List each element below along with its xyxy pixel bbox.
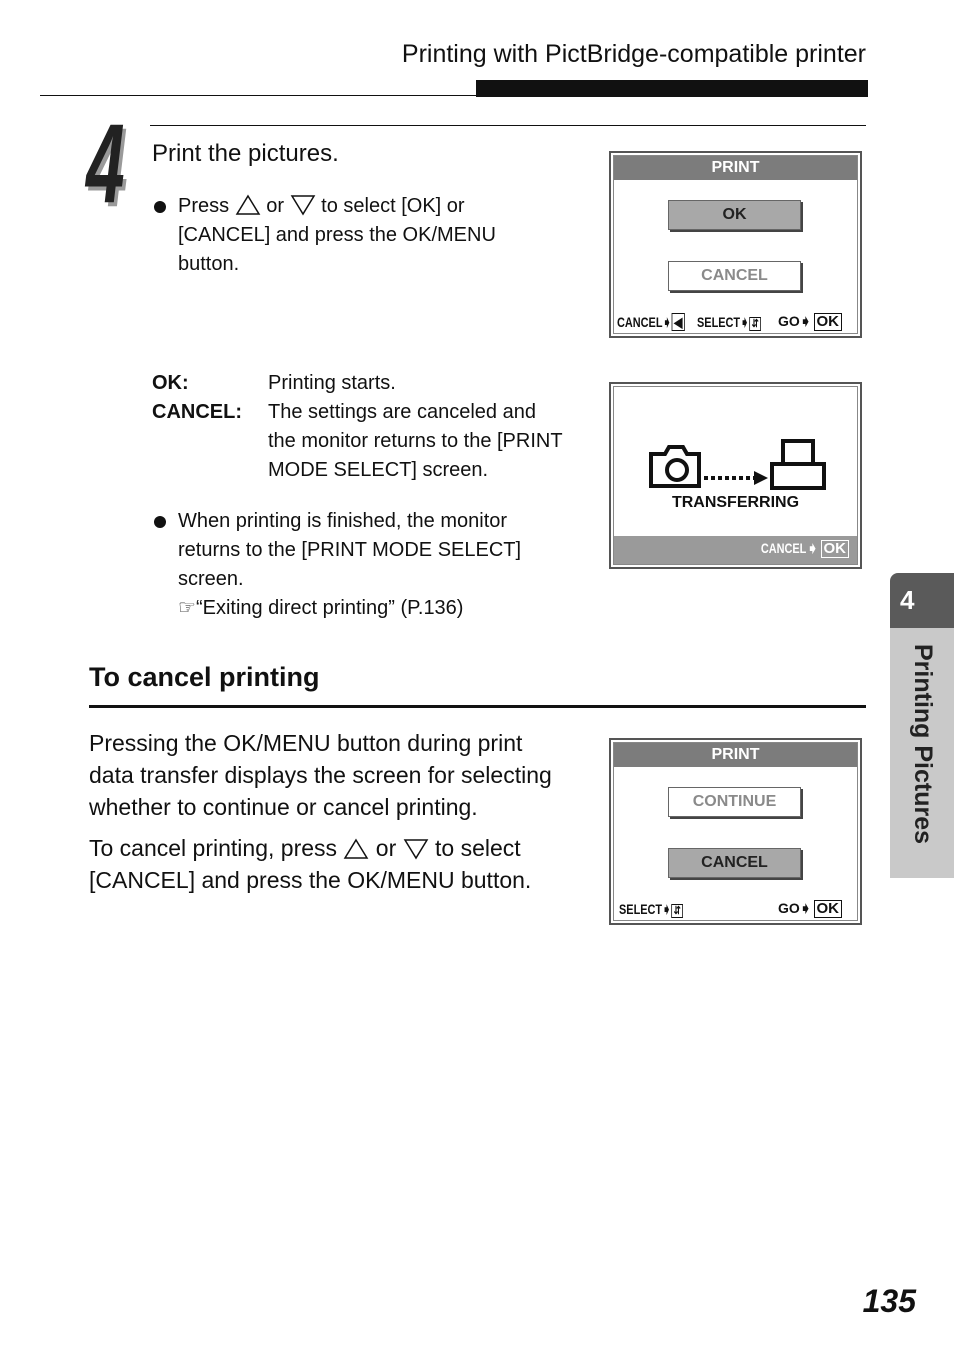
step-title: Print the pictures.: [152, 140, 339, 167]
updown-key-icon: ⇵: [749, 317, 761, 331]
page-header-title: Printing with PictBridge-compatible printer: [401, 40, 866, 68]
transferring-label: TRANSFERRING: [671, 494, 800, 511]
step-bullet-2: When printing is finished, the monitor returns to the [PRINT MODE SELECT] screen. ☞“Exiting direct printing” (P.136): [178, 507, 598, 623]
step-bullet-1: [178, 192, 598, 279]
step-number: 4: [86, 101, 125, 226]
updown-key-icon: ⇵: [671, 904, 683, 918]
screen3-title: PRINT: [614, 743, 857, 767]
bullet1-line3: button.: [178, 253, 240, 275]
print-screen-continue-cancel: [609, 738, 862, 925]
screen1-title: PRINT: [614, 156, 857, 180]
bullet1-suffix: to select [OK] or: [321, 195, 465, 217]
chapter-tab-label: Printing Pictures: [909, 644, 937, 845]
ok-option: OK: [668, 200, 801, 230]
chapter-tab-number: 4: [890, 573, 954, 628]
def-ok-text: Printing starts.: [268, 372, 396, 394]
def-cancel-text: The settings are canceled and the monitor returns to the [PRINT MODE SELECT] screen.: [268, 401, 563, 481]
bullet1-or: or: [266, 195, 285, 217]
section-paragraph-1: Pressing the OK/MENU button during print data transfer displays the screen for selecting whether to continue or cancel printing.: [89, 730, 552, 820]
header-rule: [40, 95, 476, 96]
cancel-option: CANCEL: [668, 848, 801, 878]
camera-to-printer-icon: [646, 436, 831, 494]
screen1-footer-go: GO➧ OK: [778, 313, 842, 331]
up-arrow-icon: [343, 838, 369, 860]
transferring-screen: [609, 382, 862, 569]
ok-key-icon: OK: [821, 540, 850, 558]
bullet-dot: [154, 201, 166, 213]
section-rule: [89, 705, 866, 708]
reference-link: ☞“Exiting direct printing” (P.136): [178, 597, 464, 619]
header-bar: [476, 80, 868, 97]
down-arrow-icon: [403, 838, 429, 860]
step-rule: [150, 125, 866, 126]
up-arrow-icon: [235, 194, 261, 216]
continue-option: CONTINUE: [668, 787, 801, 817]
bullet1-prefix: Press: [178, 195, 230, 217]
screen1-footer-cancel: CANCEL➧ ◀: [617, 314, 704, 331]
foot-cancel-label: CANCEL: [617, 314, 663, 330]
ok-key-icon: OK: [814, 900, 843, 918]
page-number: 135: [862, 1283, 916, 1319]
foot-go-label: GO: [778, 313, 800, 329]
left-key-icon: ◀: [672, 313, 685, 331]
foot-select-label: SELECT: [697, 314, 741, 330]
ok-key-icon: OK: [814, 313, 843, 331]
def-ok-term: OK:: [152, 372, 189, 394]
screen3-footer-go: GO➧ OK: [778, 900, 842, 918]
bullet1-line2: [CANCEL] and press the OK/MENU: [178, 224, 496, 246]
cancel-option: CANCEL: [668, 261, 801, 291]
print-screen-ok-cancel: [609, 151, 862, 338]
section-paragraph-2: To cancel printing, press or to select [CANCEL] and press the OK/MENU button.: [89, 835, 532, 893]
screen1-footer-select: SELECT➧ ⇵: [697, 314, 779, 331]
pointing-hand-icon: ☞: [178, 597, 196, 619]
screen2-footer-cancel: CANCEL➧ OK: [748, 540, 849, 558]
down-arrow-icon: [290, 194, 316, 216]
def-cancel-term: CANCEL:: [152, 401, 242, 423]
screen3-footer-select: SELECT➧ ⇵: [619, 901, 701, 918]
chapter-tab: [890, 628, 954, 878]
screen2-footer-bar: [614, 536, 857, 564]
section-title: To cancel printing: [89, 662, 320, 692]
bullet-dot: [154, 516, 166, 528]
